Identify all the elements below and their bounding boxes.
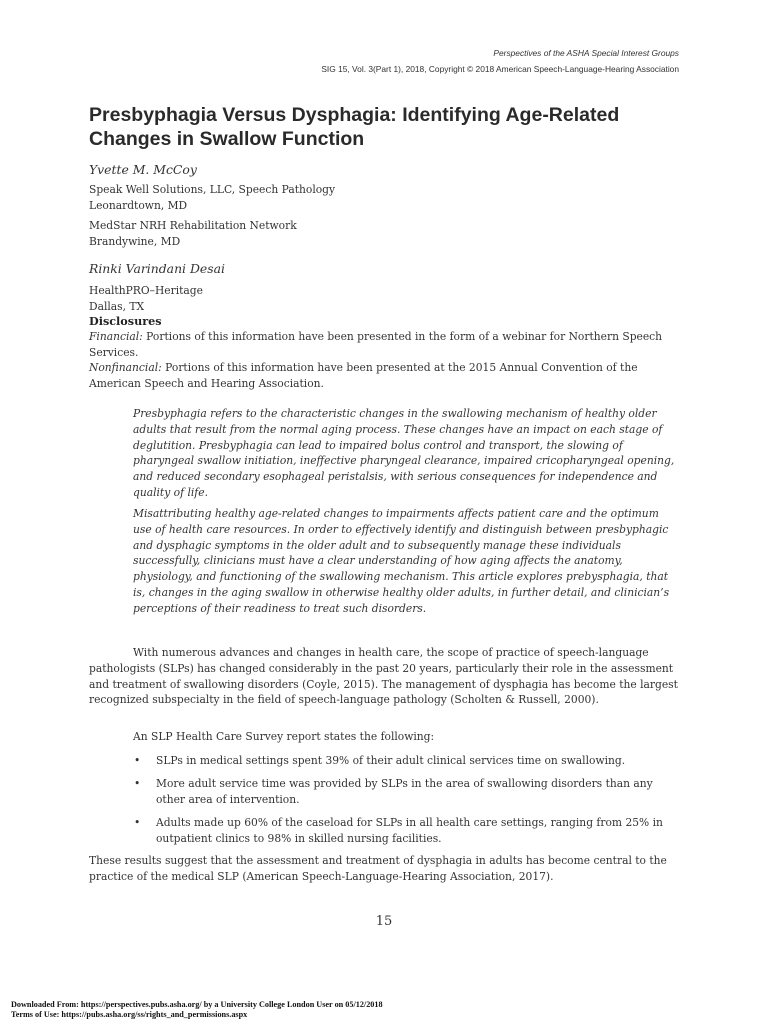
disclosures-heading: Disclosures xyxy=(89,314,162,328)
body-paragraph: With numerous advances and changes in health care, the scope of practice of speech-language pathologists (SLPs) has changed considerably in the past 20 years, particularly their role in the assessment and treatment of swallowing disorders (Coyle, 2015). The management of dysphagia has become the largest recognized subspecialty in the field of speech-language pathology (Scholten & Russell, 2000). xyxy=(89,646,678,707)
terms-of-use: Terms of Use: https://pubs.asha.org/ss/rights_and_permissions.aspx xyxy=(11,1010,248,1019)
list-item-text: SLPs in medical settings spent 39% of their adult clinical services time on swallowing. xyxy=(156,754,626,767)
nonfinancial-disclosure xyxy=(89,360,679,392)
body-paragraph: An SLP Health Care Survey report states the following: xyxy=(133,730,435,743)
nonfinancial-text: Portions of this information have been presented at the 2015 Annual Convention of the American Speech and Hearing Association. xyxy=(89,361,638,390)
author-name: Rinki Varindani Desai xyxy=(89,261,225,276)
author-affiliation: MedStar NRH Rehabilitation Network Brandywine, MD xyxy=(89,219,297,248)
list-item-text: Adults made up 60% of the caseload for SLPs in all health care settings, ranging from 25% in outpatient clinics to 98% in skilled nursing facilities. xyxy=(156,816,663,845)
author-affiliation: Speak Well Solutions, LLC, Speech Pathology Leonardtown, MD xyxy=(89,183,336,212)
article-title: Presbyphagia Versus Dysphagia: Identifying Age-Related Changes in Swallow Function xyxy=(89,104,620,150)
page-number: 15 xyxy=(375,914,393,929)
financial-label: Financial: xyxy=(89,330,143,343)
journal-citation: SIG 15, Vol. 3(Part 1), 2018, Copyright © 2018 American Speech-Language-Hearing Association xyxy=(321,64,679,74)
bullet-icon: • xyxy=(134,816,141,829)
nonfinancial-label: Nonfinancial: xyxy=(89,361,162,374)
financial-text: Portions of this information have been presented in the form of a webinar for Northern Speech Services. xyxy=(89,330,663,359)
body-paragraph: These results suggest that the assessment and treatment of dysphagia in adults has become central to the practice of the medical SLP (American Speech-Language-Hearing Association, 2017). xyxy=(89,854,667,883)
download-notice: Downloaded From: https://perspectives.pubs.asha.org/ by a University College London User on 05/12/2018 xyxy=(11,1000,383,1009)
author-affiliation: HealthPRO–Heritage Dallas, TX xyxy=(89,284,203,313)
financial-disclosure xyxy=(89,329,679,361)
list-item-text: More adult service time was provided by SLPs in the area of swallowing disorders than any other area of intervention. xyxy=(156,777,653,806)
abstract-paragraph: Presbyphagia refers to the characteristic changes in the swallowing mechanism of healthy older adults that result from the normal aging process. These changes have an impact on each stage of deglutition. Presbyphagia can lead to impaired bolus control and transport, the slowing of pharyngeal swallow initiation, ineffective pharyngeal clearance, impaired cricopharyngeal opening, and reduced secondary esophageal peristalsis, with serious consequences for independence and quality of life. xyxy=(133,407,675,499)
author-name: Yvette M. McCoy xyxy=(89,162,197,177)
abstract-paragraph: Misattributing healthy age-related changes to impairments affects patient care and the optimum use of health care resources. In order to effectively identify and distinguish between presbyphagic and dysphagic symptoms in the older adult and to subsequently manage these individuals successfully, clinicians must have a clear understanding of how aging affects the anatomy, physiology, and functioning of the swallowing mechanism. This article explores prebysphagia, that is, changes in the aging swallow in otherwise healthy older adults, in further detail, and clinician’s perceptions of their readiness to treat such disorders. xyxy=(133,507,670,615)
bullet-icon: • xyxy=(134,754,141,767)
journal-series: Perspectives of the ASHA Special Interest Groups xyxy=(493,48,679,58)
bullet-icon: • xyxy=(134,777,141,790)
